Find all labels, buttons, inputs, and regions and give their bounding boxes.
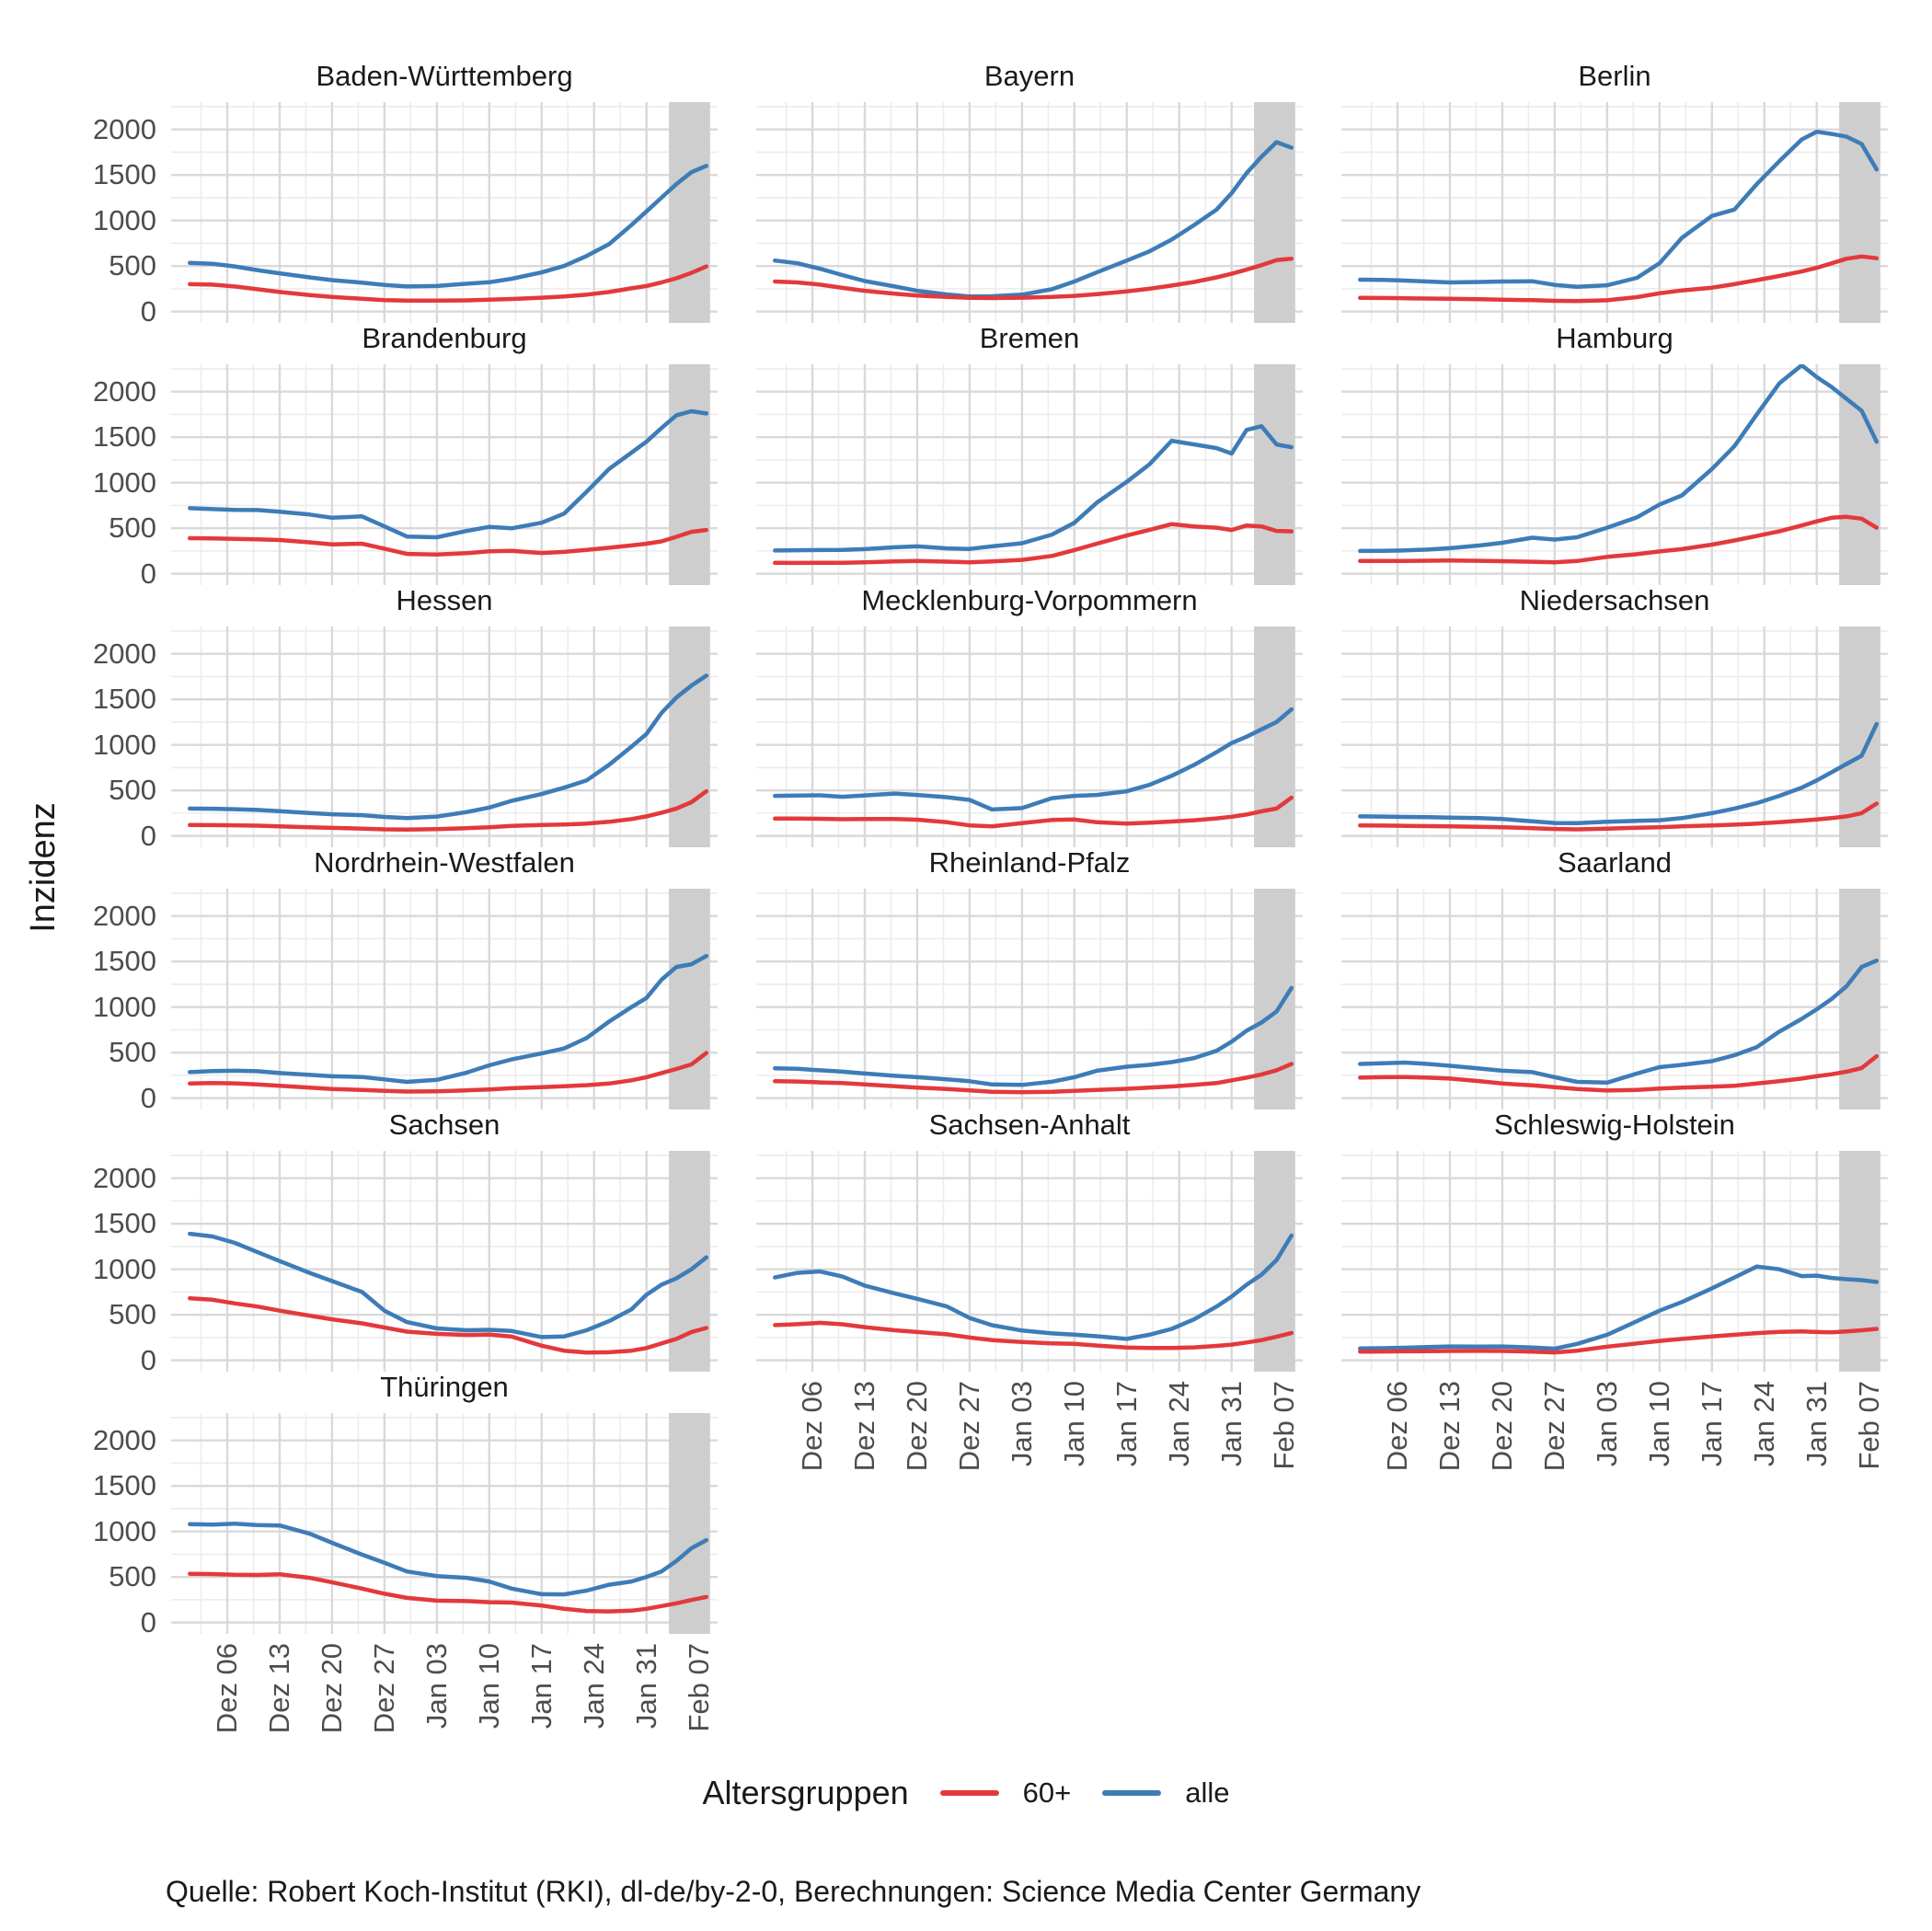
line-60plus — [775, 798, 1292, 826]
y-tick-label: 0 — [140, 819, 156, 852]
line-alle — [1360, 132, 1877, 287]
x-tick-label: Dez 13 — [847, 1381, 880, 1472]
facet-panel-brandenburg — [171, 364, 718, 585]
x-tick-label: Jan 17 — [1110, 1381, 1143, 1467]
facet-panel-bayern — [756, 102, 1303, 323]
line-alle — [190, 1234, 707, 1337]
y-tick-label: 0 — [140, 1343, 156, 1376]
x-tick-label: Dez 20 — [1485, 1381, 1518, 1472]
line-alle — [775, 988, 1292, 1085]
line-60plus — [190, 1574, 707, 1612]
line-alle — [775, 709, 1292, 810]
x-tick-label: Dez 20 — [315, 1643, 348, 1734]
line-60plus — [775, 1323, 1292, 1348]
uncertainty-band — [1254, 102, 1295, 323]
y-tick-label: 500 — [109, 774, 156, 807]
line-alle — [190, 411, 707, 537]
x-tick-label: Dez 27 — [367, 1643, 400, 1734]
legend-item-60plus — [940, 1776, 1072, 1810]
legend-item-alle — [1102, 1776, 1229, 1810]
facet-title-bremen: Bremen — [979, 322, 1080, 354]
uncertainty-band — [669, 364, 710, 585]
y-tick-label: 0 — [140, 1605, 156, 1638]
facet-panel-rheinland-pfalz — [756, 889, 1303, 1109]
facet-title-mecklenburg-vorpommern: Mecklenburg-Vorpommern — [861, 584, 1198, 616]
facet-panel-schleswig-holstein — [1341, 1151, 1888, 1372]
facet-panel-berlin — [1341, 102, 1888, 323]
legend-swatch-alle-icon — [1102, 1790, 1161, 1796]
y-tick-label: 500 — [109, 1560, 156, 1593]
y-tick-label: 1500 — [93, 1469, 156, 1502]
x-tick-label: Jan 24 — [1747, 1381, 1780, 1467]
y-tick-label: 1000 — [93, 1252, 156, 1285]
x-tick-label: Feb 07 — [682, 1643, 715, 1732]
legend — [0, 1774, 1932, 1812]
line-alle — [775, 426, 1292, 550]
x-tick-label: Jan 31 — [1800, 1381, 1833, 1467]
x-tick-label: Jan 17 — [524, 1643, 558, 1730]
y-tick-label: 1000 — [93, 1514, 156, 1547]
y-tick-label: 2000 — [93, 1161, 156, 1194]
caption: Quelle: Robert Koch-Institut (RKI), dl-de/by-2-0, Berechnungen: Science Media Center Germany — [166, 1875, 1421, 1908]
x-tick-label: Dez 27 — [1537, 1381, 1570, 1472]
x-tick-label: Jan 31 — [629, 1643, 662, 1730]
x-tick-label: Jan 17 — [1695, 1381, 1728, 1467]
uncertainty-band — [1254, 364, 1295, 585]
y-tick-label: 0 — [140, 294, 156, 328]
facet-title-nordrhein-westfalen: Nordrhein-Westfalen — [314, 846, 575, 879]
x-tick-label: Jan 24 — [1162, 1381, 1195, 1467]
y-tick-label: 1500 — [93, 420, 156, 454]
line-alle — [190, 1523, 707, 1594]
x-tick-label: Jan 03 — [1590, 1381, 1623, 1467]
facet-panel-thueringen — [171, 1413, 718, 1634]
x-tick-label: Jan 03 — [420, 1643, 453, 1730]
x-tick-label: Dez 06 — [211, 1643, 244, 1734]
uncertainty-band — [669, 102, 710, 323]
line-alle — [775, 143, 1292, 297]
line-60plus — [1360, 1329, 1877, 1353]
line-alle — [1360, 365, 1877, 551]
legend-label-60plus: 60+ — [1022, 1776, 1072, 1809]
y-axis-title: Inzidenz — [24, 802, 63, 933]
x-tick-label: Jan 31 — [1214, 1381, 1248, 1467]
line-alle — [775, 1236, 1292, 1339]
line-60plus — [775, 1064, 1292, 1093]
x-tick-label: Dez 13 — [1432, 1381, 1466, 1472]
x-tick-label: Feb 07 — [1852, 1381, 1885, 1470]
y-tick-label: 500 — [109, 1298, 156, 1331]
facet-title-hessen: Hessen — [396, 584, 493, 616]
facet-panel-bremen — [756, 364, 1303, 585]
uncertainty-band — [1254, 626, 1295, 847]
facet-title-sachsen: Sachsen — [388, 1109, 500, 1141]
facet-title-sachsen-anhalt: Sachsen-Anhalt — [928, 1109, 1131, 1141]
facet-panel-sachsen-anhalt — [756, 1151, 1303, 1372]
x-tick-label: Jan 03 — [1005, 1381, 1038, 1467]
line-alle — [190, 675, 707, 818]
legend-swatch-60plus-icon — [940, 1790, 999, 1796]
x-tick-label: Jan 24 — [577, 1643, 610, 1730]
x-tick-label: Dez 27 — [952, 1381, 985, 1472]
y-tick-label: 1000 — [93, 990, 156, 1023]
y-tick-label: 500 — [109, 1036, 156, 1069]
facet-panel-saarland — [1341, 889, 1888, 1109]
y-tick-label: 0 — [140, 1081, 156, 1114]
y-tick-label: 1000 — [93, 203, 156, 236]
legend-title: Altersgruppen — [702, 1774, 909, 1811]
facet-panel-hessen — [171, 626, 718, 847]
y-tick-label: 1000 — [93, 466, 156, 499]
uncertainty-band — [669, 626, 710, 847]
facet-title-niedersachsen: Niedersachsen — [1519, 584, 1710, 616]
y-tick-label: 0 — [140, 557, 156, 590]
facet-panel-nordrhein-westfalen — [171, 889, 718, 1109]
line-alle — [190, 956, 707, 1082]
y-tick-label: 1500 — [93, 945, 156, 978]
line-60plus — [775, 524, 1292, 563]
y-tick-label: 500 — [109, 249, 156, 282]
x-tick-label: Jan 10 — [472, 1643, 505, 1730]
x-tick-label: Dez 06 — [1381, 1381, 1414, 1472]
x-tick-label: Feb 07 — [1267, 1381, 1300, 1470]
line-60plus — [190, 1298, 707, 1352]
x-tick-label: Dez 06 — [796, 1381, 829, 1472]
y-tick-label: 1000 — [93, 728, 156, 761]
line-alle — [1360, 1267, 1877, 1349]
facet-panel-mecklenburg-vorpommern — [756, 626, 1303, 847]
x-tick-label: Jan 10 — [1642, 1381, 1675, 1467]
x-tick-label: Jan 10 — [1057, 1381, 1090, 1467]
line-60plus — [1360, 1056, 1877, 1090]
x-tick-label: Dez 13 — [262, 1643, 295, 1734]
y-tick-label: 1500 — [93, 1207, 156, 1240]
facet-title-brandenburg: Brandenburg — [362, 322, 527, 354]
facet-title-rheinland-pfalz: Rheinland-Pfalz — [928, 846, 1131, 879]
y-tick-label: 2000 — [93, 637, 156, 670]
facet-panel-niedersachsen — [1341, 626, 1888, 847]
y-tick-label: 2000 — [93, 374, 156, 408]
facet-title-berlin: Berlin — [1578, 60, 1651, 92]
facet-title-thueringen: Thüringen — [380, 1371, 509, 1403]
line-alle — [1360, 724, 1877, 823]
y-tick-label: 2000 — [93, 112, 156, 145]
uncertainty-band — [1839, 889, 1880, 1109]
y-tick-label: 1500 — [93, 683, 156, 716]
facet-panel-baden-wuerttemberg — [171, 102, 718, 323]
line-alle — [190, 166, 707, 286]
facet-title-schleswig-holstein: Schleswig-Holstein — [1494, 1109, 1735, 1141]
y-tick-label: 1500 — [93, 158, 156, 191]
line-alle — [1360, 960, 1877, 1083]
facet-title-saarland: Saarland — [1557, 846, 1673, 879]
y-tick-label: 500 — [109, 511, 156, 545]
facet-panel-sachsen — [171, 1151, 718, 1372]
facet-title-hamburg: Hamburg — [1556, 322, 1673, 354]
x-tick-label: Dez 20 — [900, 1381, 933, 1472]
y-tick-label: 2000 — [93, 899, 156, 932]
uncertainty-band — [1839, 1151, 1880, 1372]
facet-panel-hamburg — [1341, 364, 1888, 585]
uncertainty-band — [669, 889, 710, 1109]
facet-title-bayern: Bayern — [983, 60, 1075, 92]
y-tick-label: 2000 — [93, 1423, 156, 1456]
legend-label-alle: alle — [1185, 1776, 1230, 1809]
line-60plus — [1360, 257, 1877, 301]
facet-title-baden-wuerttemberg: Baden-Württemberg — [316, 60, 573, 92]
